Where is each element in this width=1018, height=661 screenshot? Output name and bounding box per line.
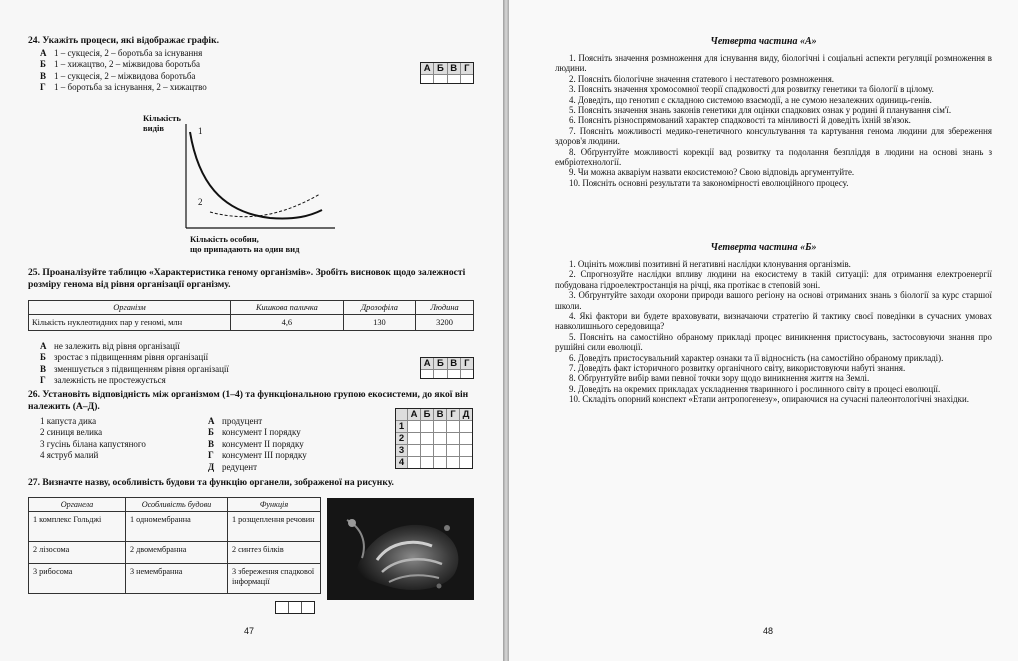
section-b-item-5: 5. Поясніть на самостійно обраному прикладі процес виникнення пристосувань, застосовуючи знання про рушійні сили еволюції. — [555, 331, 992, 353]
section-b-item-9: 9. Доведіть на окремих прикладах ускладнення тваринного і рослинного світу в процесі еволюції. — [569, 383, 941, 394]
q24-graph-ylabel: Кількість видів — [143, 113, 181, 133]
q25-option-a: А не залежить від рівня організації — [40, 341, 180, 351]
q25-row-label: Кількість нуклеотидних пар у геномі, млн — [29, 315, 231, 331]
q24-options — [40, 48, 370, 94]
q27-table — [28, 497, 321, 594]
q26-group-v: В консумент II порядку — [208, 438, 304, 449]
section-b-item-8: 8. Обґрунтуйте вибір вами певної точки зору щодо виникнення життя на Землі. — [569, 373, 870, 384]
q26-groups — [208, 416, 388, 473]
q25-value-drosophila: 130 — [343, 315, 415, 331]
section-b-title: Четверта частина «Б» — [710, 242, 817, 253]
section-b-item-10: 10. Складіть опорний конспект «Етапи антропогенезу», опираючися на сучасні палеонтологічні знахідки. — [569, 394, 969, 405]
q25-header-organism: Організм — [29, 301, 231, 315]
q26-answer-grid[interactable]: А Б В Г Д 1 2 3 4 — [395, 408, 473, 469]
q25-table — [28, 300, 474, 331]
q25-option-v: В зменшується з підвищенням рівня організації — [40, 363, 229, 374]
section-b-item-7: 7. Доведіть факт історичного розвитку органічного світу, використовуючи набуті знання. — [569, 363, 906, 374]
q24-option-b: Б 1 – хижацтво, 2 – міжвидова боротьба — [40, 59, 200, 70]
q26-organism-1: 1 капуста дика — [40, 416, 97, 426]
section-a-item-8: 8. Обґрунтуйте можливості корекції вад розвитку та подолання безпліддя в людини на основі знань з ембріотехнології. — [555, 146, 992, 168]
section-b-item-3: 3. Обґрунтуйте заходи охорони природи вашого регіону на основі отриманих знань з біології за курс старшої школи. — [555, 290, 992, 311]
section-b-item-2: 2. Спрогнозуйте наслідки впливу людини на екосистему в такій ситуації: для отримання електроенергії побудована гідроелектростанція на річці, яка протікає в степовій зоні. — [555, 269, 992, 290]
q27-cell-3-1: 3 рибосома — [29, 564, 126, 594]
graph-curve-1 — [190, 132, 322, 219]
q27-question: 27. Визначте назву, особливість будови та функцію органели, зображеної на рисунку. — [28, 477, 394, 488]
section-a-item-6: 6. Поясніть різноспрямований характер спадковості та мінливості й доведіть їхній зв'язок. — [569, 115, 911, 126]
q26-group-g: Г консумент III порядку — [208, 450, 307, 461]
organelle-micrograph — [327, 498, 474, 600]
page-number-right: 48 — [763, 626, 774, 636]
q26-organism-3: 3 гусінь білана капустяного — [40, 438, 146, 449]
section-a-list — [555, 53, 992, 188]
q27-cell-3-2: 3 немембранна — [126, 564, 228, 594]
q26-organism-4: 4 яструб малий — [40, 450, 99, 461]
section-b-item-4: 4. Які фактори ви будете враховувати, визначаючи стратегію й тактику своєї поведінки в сучасних умовах навколишнього середовища? — [555, 311, 992, 332]
section-a-item-5: 5. Поясніть значення знань законів генетики для оцінки спадкових ознак у родині й планування сім'ї. — [569, 105, 952, 116]
section-a-item-10: 10. Поясніть основні результати та закономірності еволюційного процесу. — [569, 177, 849, 188]
q27-cell-1-2: 1 одномембранна — [126, 512, 228, 542]
q25-value-ecoli: 4,6 — [231, 315, 344, 331]
q27-header-structure: Особливість будови — [126, 498, 228, 512]
graph-curve-2-label: 2 — [198, 197, 203, 207]
q26-question: 26. Установіть відповідність між організмом (1–4) та функціональною групою екосистеми, до якої він належить (А–Д). — [28, 389, 469, 412]
section-a-item-1: 1. Поясніть значення розмноження для існування виду, біологічні і соціальні аспекти регуляції розмноження в людини. — [555, 53, 992, 74]
q25-value-human: 3200 — [416, 315, 474, 331]
q24-question: 24. Укажіть процеси, які відображає графік. — [28, 35, 219, 46]
section-b-item-1: 1. Оцініть можливі позитивні й негативні наслідки клонування організмів. — [569, 259, 851, 269]
q27-cell-2-3: 2 синтез білків — [228, 542, 321, 564]
q27-header-organelle: Органела — [29, 498, 126, 512]
q24-graph-xlabel: Кількість особин, що припадають на один вид — [190, 234, 300, 254]
page-number-left: 47 — [244, 626, 255, 636]
right-page — [509, 0, 1018, 661]
q26-group-d: Д редуцент — [208, 461, 258, 472]
q27-cell-2-2: 2 двомембранна — [126, 542, 228, 564]
section-a-item-4: 4. Доведіть, що генотип є складною системою взаємодії, а не сумою незалежних одиниць-генів. — [569, 94, 932, 105]
q26-organisms — [40, 416, 200, 462]
q25-options — [40, 341, 370, 387]
q25-question: 25. Проаналізуйте таблицю «Характеристика геному організмів». Зробіть висновок щодо залежності розміру генома від рівня організації організму. — [28, 267, 466, 290]
q25-header-ecoli: Кишкова паличка — [231, 301, 344, 315]
q27-cell-1-3: 1 розщеплення речовин — [228, 512, 321, 542]
q26-group-b: Б консумент I порядку — [208, 427, 301, 438]
q26-organism-2: 2 синиця велика — [40, 427, 103, 438]
q27-header-function: Функція — [228, 498, 321, 512]
q27-cell-2-1: 2 лізосома — [29, 542, 126, 564]
q25-header-human: Людина — [416, 301, 474, 315]
left-page — [0, 0, 503, 661]
q27-answer-boxes[interactable] — [275, 601, 315, 614]
q27-cell-1-1: 1 комплекс Гольджі — [29, 512, 126, 542]
q25-option-g: Г залежність не простежується — [40, 375, 166, 386]
q25-header-drosophila: Дрозофіла — [343, 301, 415, 315]
q24-option-a: А 1 – сукцесія, 2 – боротьба за існування — [40, 48, 203, 58]
q24-option-v: В 1 – сукцесія, 2 – міжвидова боротьба — [40, 70, 196, 81]
graph-curve-2 — [210, 194, 320, 217]
graph-curve-1-label: 1 — [198, 126, 203, 136]
section-a-item-3: 3. Поясніть значення хромосомної теорії спадковості для розвитку генетики та біології в цілому. — [569, 84, 934, 95]
q26-group-a: А продуцент — [208, 416, 263, 426]
section-a-item-2: 2. Поясніть біологічне значення статевого і нестатевого розмноження. — [569, 73, 834, 84]
section-a-item-7: 7. Поясніть можливості медико-генетичного консультування та картування генома людини для збереження здоров'я людини. — [555, 125, 992, 147]
q25-option-b: Б зростає з підвищенням рівня організації — [40, 352, 209, 363]
section-a-item-9: 9. Чи можна акваріум назвати екосистемою? Свою відповідь аргументуйте. — [569, 167, 855, 178]
q24-graph — [170, 120, 340, 235]
q24-option-g: Г 1 – боротьба за існування, 2 – хижацтво — [40, 82, 207, 93]
q27-cell-3-3: 3 збереження спадкової інформації — [228, 564, 321, 594]
section-a-title: Четверта частина «А» — [710, 36, 817, 47]
section-b-item-6: 6. Доведіть пристосувальний характер ознаки та її відносність (на самостійно обраному прикладі). — [569, 352, 944, 363]
q25-answer-grid[interactable]: А Б В Г — [420, 357, 474, 379]
q24-answer-grid[interactable]: А Б В Г — [420, 62, 474, 84]
section-b-list — [555, 259, 992, 405]
